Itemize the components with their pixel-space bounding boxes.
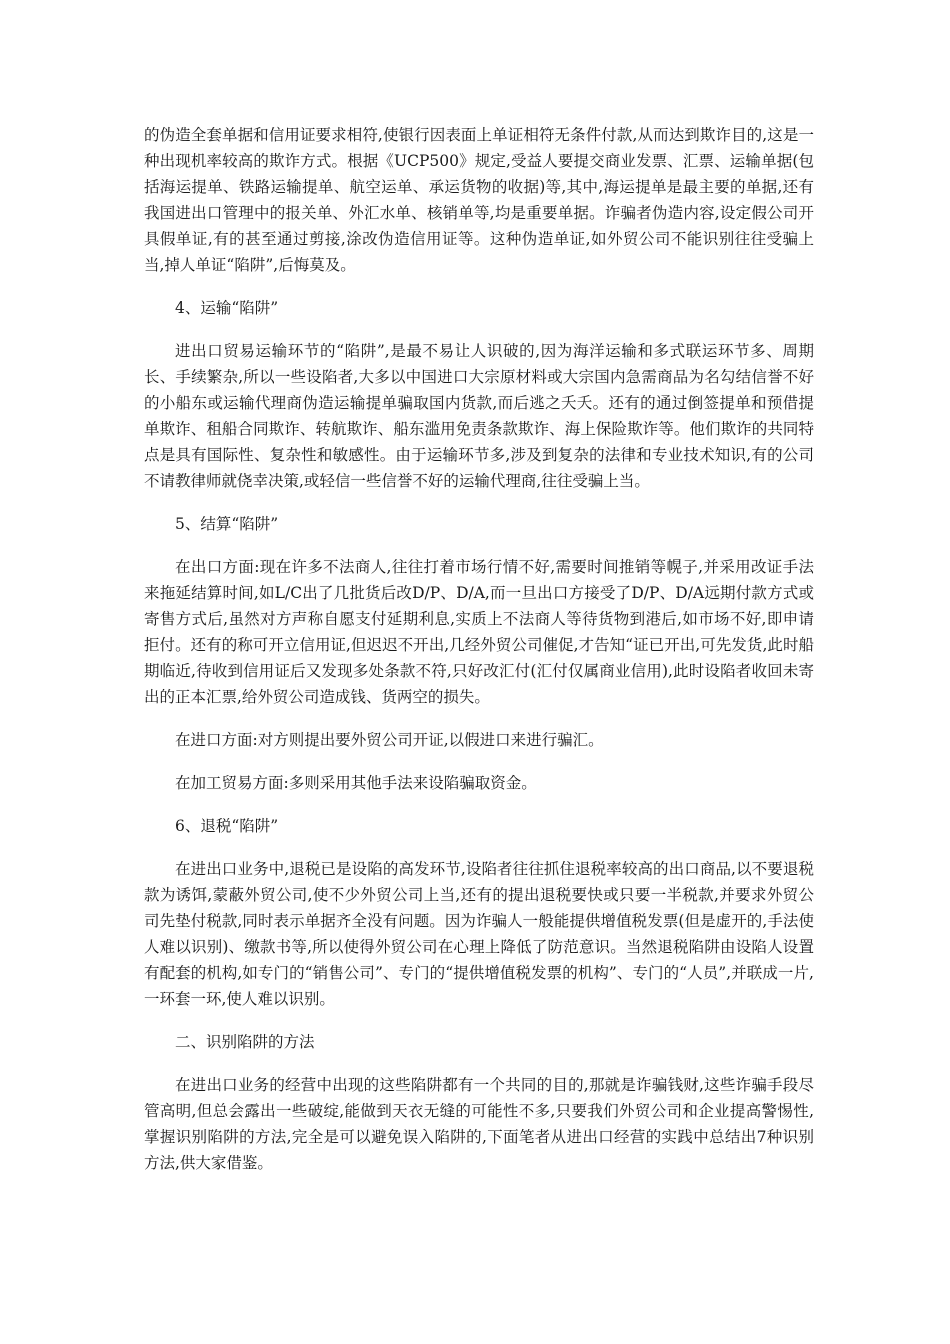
heading-transport-trap: 4、运输“陷阱” xyxy=(175,299,279,317)
document-body xyxy=(144,122,814,1193)
paragraph-processing-trade: 在加工贸易方面:多则采用其他手法来设陷骗取资金。 xyxy=(175,774,537,792)
heading-tax-refund-trap: 6、退税“陷阱” xyxy=(175,817,279,835)
paragraph-transport-trap: 进出口贸易运输环节的“陷阱”,是最不易让人识破的,因为海洋运输和多式联运环节多、周期长、手续繁杂,所以一些设陷者,大多以中国进口大宗原材料或大宗国内急需商品为名勾结信誉不好的小船东或运输代理商伪造运输提单骗取国内货款,而后逃之夭夭。还有的通过倒签提单和预借提单欺诈、租船合同欺诈、转航欺诈、船东滥用免责条款欺诈、海上保险欺诈等。他们欺诈的共同特点是具有国际性、复杂性和敏感性。由于运输环节多,涉及到复杂的法律和专业技术知识,有的公司不请教律师就侥幸决策,或轻信一些信誉不好的运输代理商,往往受骗上当。 xyxy=(144,342,814,490)
heading-settlement-trap: 5、结算“陷阱” xyxy=(175,515,279,533)
paragraph-export-settlement: 在出口方面:现在许多不法商人,往往打着市场行情不好,需要时间推销等幌子,并采用改证手法来拖延结算时间,如L/C出了几批货后改D/P、D/A,而一旦出口方接受了D/P、D/A远期付款方式或寄售方式后,虽然对方声称自愿支付延期利息,实质上不法商人等待货物到港后,如市场不好,即申请拒付。还有的称可开立信用证,但迟迟不开出,几经外贸公司催促,才告知“证已开出,可先发货,此时船期临近,待收到信用证后又发现多处条款不符,只好改汇付(汇付仅属商业信用),此时设陷者收回未寄出的正本汇票,给外贸公司造成钱、货两空的损失。 xyxy=(144,558,814,706)
paragraph-import-settlement: 在进口方面:对方则提出要外贸公司开证,以假进口来进行骗汇。 xyxy=(175,731,604,749)
paragraph-continued-forged-documents: 的伪造全套单据和信用证要求相符,使银行因表面上单证相符无条件付款,从而达到欺诈目的,这是一种出现机率较高的欺诈方式。根据《UCP500》规定,受益人要提交商业发票、汇票、运输单据(包括海运提单、铁路运输提单、航空运单、承运货物的收据)等,其中,海运提单是最主要的单据,还有我国进出口管理中的报关单、外汇水单、核销单等,均是重要单据。诈骗者伪造内容,设定假公司开具假单证,有的甚至通过剪接,涂改伪造信用证等。这种伪造单证,如外贸公司不能识别往往受骗上当,掉人单证“陷阱”,后悔莫及。 xyxy=(144,126,814,274)
paragraph-identify-traps: 在进出口业务的经营中出现的这些陷阱都有一个共同的目的,那就是诈骗钱财,这些诈骗手段尽管高明,但总会露出一些破绽,能做到天衣无缝的可能性不多,只要我们外贸公司和企业提高警惕性,掌握识别陷阱的方法,完全是可以避免误入陷阱的,下面笔者从进出口经营的实践中总结出7种识别方法,供大家借鉴。 xyxy=(144,1076,814,1172)
paragraph-tax-refund-trap: 在进出口业务中,退税已是设陷的高发环节,设陷者往往抓住退税率较高的出口商品,以不要退税款为诱饵,蒙蔽外贸公司,使不少外贸公司上当,还有的提出退税要快或只要一半税款,并要求外贸公司先垫付税款,同时表示单据齐全没有问题。因为诈骗人一般能提供增值税发票(但是虚开的,手法使人难以识别)、缴款书等,所以使得外贸公司在心理上降低了防范意识。当然退税陷阱由设陷人设置有配套的机构,如专门的“销售公司”、专门的“提供增值税发票的机构”、专门的“人员”,并联成一片,一环套一环,使人难以识别。 xyxy=(144,860,814,1008)
heading-identify-traps: 二、识别陷阱的方法 xyxy=(175,1033,315,1051)
